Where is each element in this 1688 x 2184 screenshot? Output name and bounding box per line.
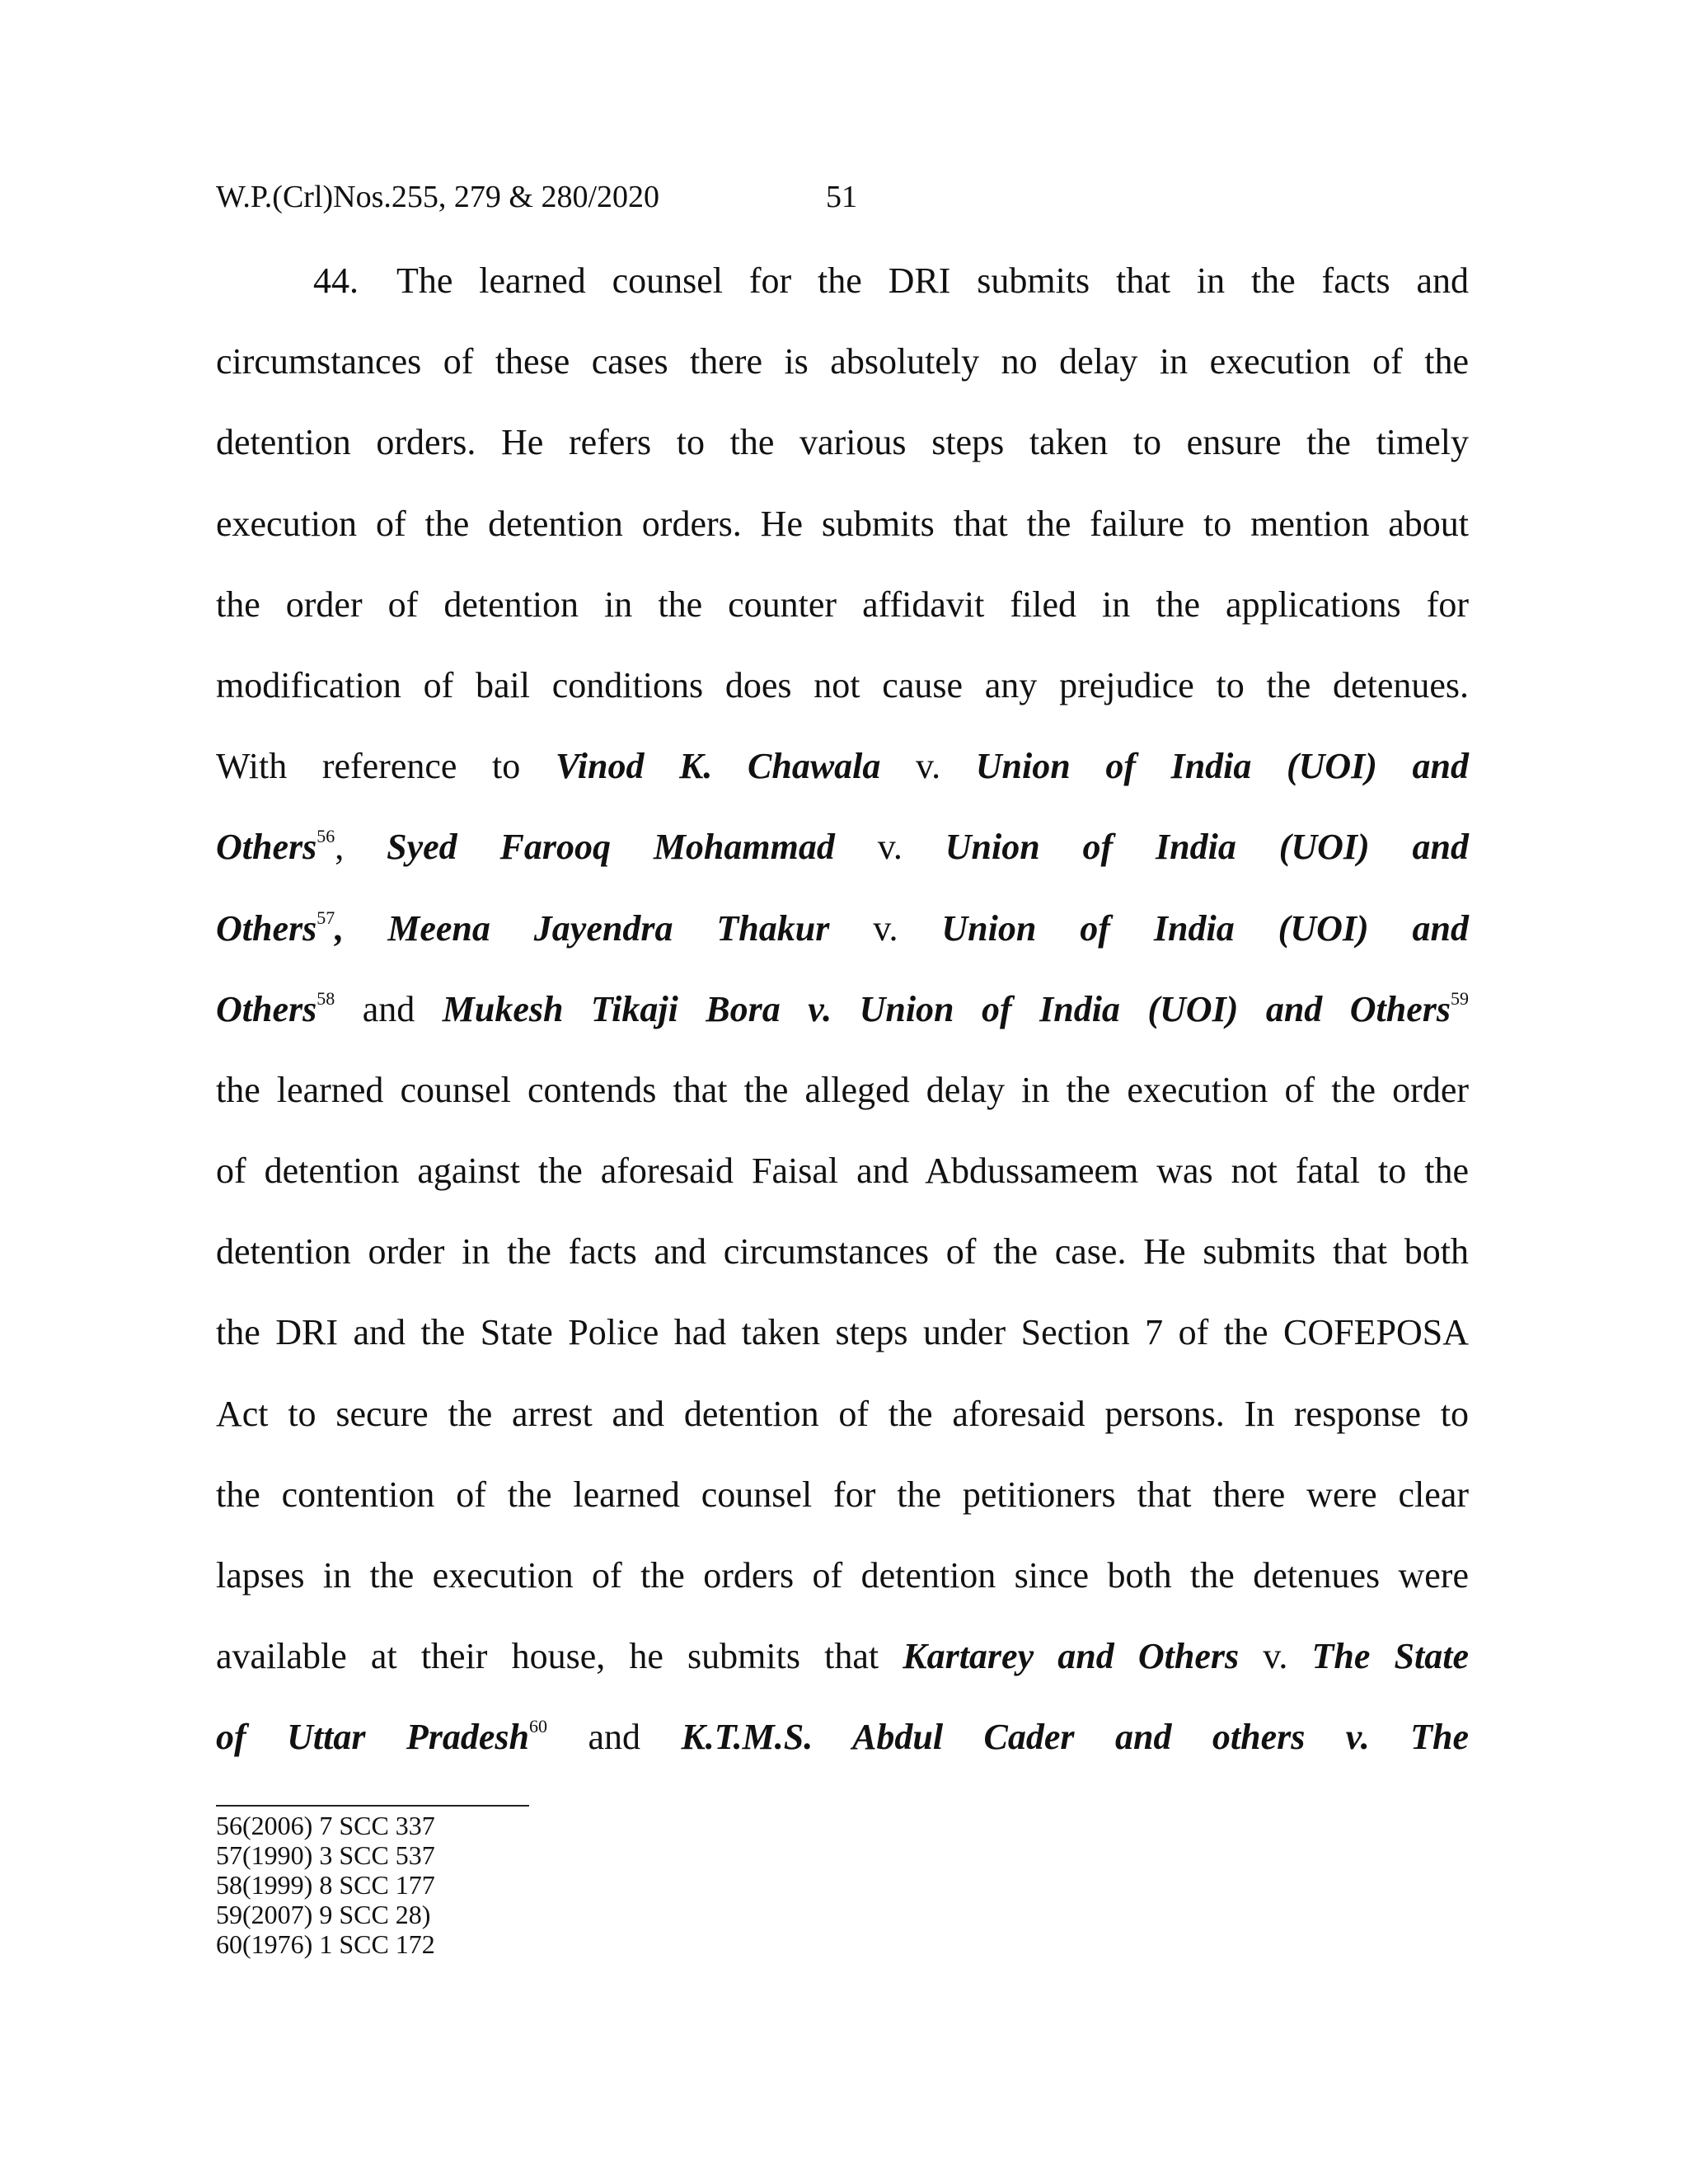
paragraph-number: 44. bbox=[313, 260, 359, 301]
footnote-ref: 59 bbox=[1451, 987, 1470, 1009]
footnote: 59(2007) 9 SCC 28) bbox=[216, 1900, 431, 1929]
text-line: Act to secure the arrest and detention of the aforesaid persons. In response to bbox=[216, 1393, 1469, 1434]
case-citation: Meena Jayendra Thakur bbox=[387, 907, 830, 949]
text-line: the DRI and the State Police had taken steps under Section 7 of the COFEPOSA bbox=[216, 1312, 1469, 1353]
case-citation: Others bbox=[216, 907, 317, 949]
text-line: detention orders. He refers to the various steps taken to ensure the timely bbox=[216, 422, 1469, 463]
text-line: available at their house, he submits that Kartarey and Others v. The State bbox=[216, 1636, 1470, 1677]
text-line: Others$^{56}$, Syed Farooq Mohammad v. Union of India (UOI) and bbox=[216, 826, 1470, 868]
text-line: lapses in the execution of the orders of detention since both the detenues were bbox=[216, 1555, 1469, 1596]
text-line: 44. The learned counsel for the DRI submits that in the facts and bbox=[216, 241, 1469, 321]
paragraph-44 bbox=[216, 241, 1469, 1779]
case-citation: Union of India (UOI) and bbox=[945, 827, 1470, 868]
text-line: detention order in the facts and circumstances of the case. He submits that both bbox=[216, 1231, 1469, 1272]
text-line: With reference to Vinod K. Chawala v. Union of India (UOI) and bbox=[216, 746, 1470, 787]
text-line: Others$^{58}$ and Mukesh Tikaji Bora v. Union of India (UOI) and Others$^{59}$ bbox=[216, 987, 1470, 1029]
text-line: modification of bail conditions does not cause any prejudice to the detenues. bbox=[216, 664, 1469, 705]
case-citation: The State bbox=[1311, 1636, 1470, 1677]
text-line: circumstances of these cases there is absolutely no delay in execution of the bbox=[216, 341, 1469, 382]
page-number: 51 bbox=[826, 180, 857, 214]
case-citation: Syed Farooq Mohammad bbox=[387, 827, 835, 868]
footnote-ref: 56 bbox=[316, 826, 335, 847]
case-citation: K.T.M.S. Abdul Cader and others v. The bbox=[681, 1717, 1470, 1758]
text-line: of Uttar Pradesh$^{60}$ and K.T.M.S. Abdul Cader and others v. The bbox=[216, 1716, 1470, 1758]
footnote: 56(2006) 7 SCC 337 bbox=[216, 1811, 435, 1840]
case-number: W.P.(Crl)Nos.255, 279 & 280/2020 bbox=[216, 180, 660, 214]
case-citation: Union of India (UOI) and bbox=[975, 746, 1470, 787]
text-line: the order of detention in the counter affidavit filed in the applications for bbox=[216, 583, 1469, 625]
footnote-ref: 58 bbox=[316, 987, 335, 1009]
footnote: 58(1999) 8 SCC 177 bbox=[216, 1870, 435, 1900]
text-line: Others$^{57}$, Meena Jayendra Thakur v. Union of India (UOI) and bbox=[216, 907, 1470, 949]
footnote: 60(1976) 1 SCC 172 bbox=[216, 1929, 435, 1959]
case-citation: of Uttar Pradesh bbox=[216, 1717, 530, 1758]
case-citation: Union of India (UOI) and bbox=[941, 907, 1470, 949]
case-citation: Mukesh Tikaji Bora v. Union of India (UOI) and Others bbox=[442, 988, 1451, 1029]
case-citation: Kartarey and Others bbox=[903, 1636, 1240, 1677]
footnote: 57(1990) 3 SCC 537 bbox=[216, 1840, 435, 1870]
footnote-ref: 57 bbox=[316, 907, 335, 928]
text-line: the learned counsel contends that the alleged delay in the execution of the order bbox=[216, 1069, 1469, 1110]
text-line: of detention against the aforesaid Faisal and Abdussameem was not fatal to the bbox=[216, 1151, 1469, 1192]
case-citation: Vinod K. Chawala bbox=[555, 746, 881, 787]
footnotes bbox=[216, 1811, 435, 1959]
case-citation: Others bbox=[216, 827, 317, 868]
footnote-ref: 60 bbox=[529, 1716, 548, 1737]
footnote-divider bbox=[216, 1805, 529, 1807]
page-header bbox=[216, 176, 857, 218]
text-line: execution of the detention orders. He submits that the failure to mention about bbox=[216, 503, 1469, 544]
text-line: the contention of the learned counsel for the petitioners that there were clear bbox=[216, 1474, 1469, 1515]
case-citation: Others bbox=[216, 988, 317, 1029]
